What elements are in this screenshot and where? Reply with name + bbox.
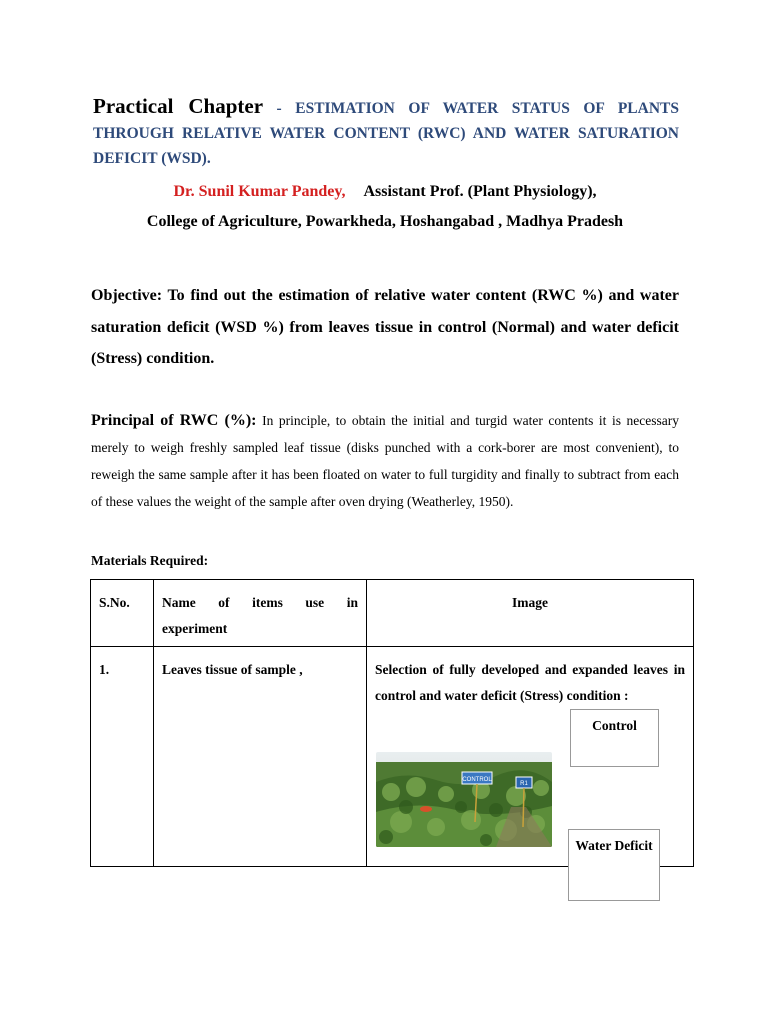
table-header-row [91, 580, 694, 647]
header-item [154, 580, 367, 647]
row-item: Leaves tissue of sample , [154, 647, 367, 867]
materials-heading: Materials Required: [91, 553, 209, 568]
author-role: Assistant Prof. (Plant Physiology), [363, 183, 597, 200]
plants-image [376, 752, 552, 847]
principle-heading: Principal of RWC (%): [91, 412, 257, 429]
title-rest: - ESTIMATION OF WATER STATUS OF PLANTS THROUGH RELATIVE WATER CONTENT (RWC) AND WATER SATURATION DEFICIT (WSD). [93, 100, 679, 167]
header-sno: S.No. [91, 580, 154, 647]
photo-sign-r1: R1 [520, 781, 528, 787]
principle-text: In principle, to obtain the initial and turgid water contents it is necessary merely to weigh freshly sampled leaf tissue (disks punched with a cork-borer are most convenient), to reweigh the same sample after it has been floated on water to full turgidity and finally to subtract from each of these values the weight of the sample after oven drying (Weatherley, 1950). [91, 413, 680, 509]
row-sno: 1. [91, 647, 154, 867]
field-plants-photo [376, 752, 552, 847]
control-label-box: Control [570, 709, 659, 767]
row-image-desc: Selection of fully developed and expanded leaves in control and water deficit (Stress) condition : [367, 647, 694, 867]
author-line [0, 183, 770, 201]
header-image: Image [367, 580, 694, 647]
header-item-line1: Name of items use in [162, 595, 358, 610]
header-item-line2: experiment [162, 621, 228, 636]
principle-paragraph [91, 407, 679, 515]
photo-sign-control: CONTROL [462, 777, 492, 783]
water-deficit-label-box: Water Deficit [568, 829, 660, 901]
objective-paragraph: Objective: To find out the estimation of relative water content (RWC %) and water saturation deficit (WSD %) from leaves tissue in control (Normal) and water deficit (Stress) condition. [91, 287, 679, 367]
chapter-title [93, 94, 679, 171]
college-line: College of Agriculture, Powarkheda, Hoshangabad , Madhya Pradesh [146, 213, 624, 230]
title-lead: Practical Chapter [93, 94, 264, 118]
author-name: Dr. Sunil Kumar Pandey, [173, 183, 346, 200]
